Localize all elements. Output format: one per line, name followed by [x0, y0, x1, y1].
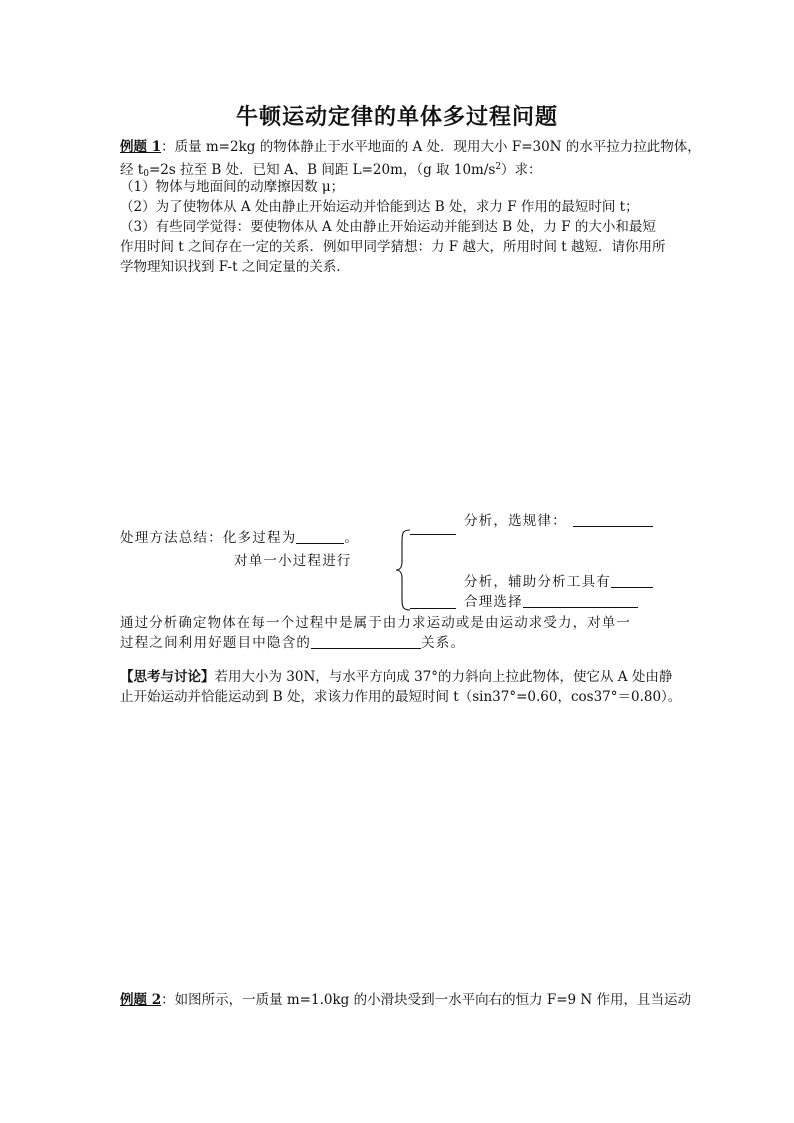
answer-blank[interactable]: [523, 593, 638, 608]
answer-blank[interactable]: [296, 529, 344, 544]
answer-blank[interactable]: [573, 512, 653, 527]
brace-icon: [395, 528, 413, 612]
summary-right-line1: 分析，选规律：: [464, 511, 653, 531]
example1-question3-line1: （3）有些同学觉得：要使物体从 A 处由静止开始运动并能到达 B 处，力 F 的大小和最短: [120, 219, 656, 235]
answer-blank[interactable]: [311, 634, 421, 649]
discussion-line1: 【思考与讨论】若用大小为 30N，与水平方向成 37°的力斜向上拉此物体，使它从 A 处由静: [120, 669, 673, 685]
answer-blank[interactable]: [611, 573, 653, 588]
summary-paragraph-line1: 通过分析确定物体在每一个过程中是属于由力求运动或是由运动求受力，对单一: [120, 615, 631, 631]
summary-right-line2: 分析，辅助分析工具有: [464, 572, 653, 592]
page-title: 牛顿运动定律的单体多过程问题: [235, 104, 558, 130]
answer-blank[interactable]: [410, 534, 456, 535]
example1-question3-line2: 作用时间 t 之间存在一定的关系．例如甲同学猜想：力 F 越大，所用时间 t 越短．请你用所: [120, 239, 666, 255]
discussion-label: 【思考与讨论】: [120, 669, 215, 685]
example1-line1: 例题 1：质量 m=2kg 的物体静止于水平地面的 A 处．现用大小 F=30N 的水平拉力拉此物体，: [120, 139, 701, 155]
example1-question2: （2）为了使物体从 A 处由静止开始运动并恰能到达 B 处，求力 F 作用的最短时间 t；: [120, 199, 639, 215]
summary-right-line3: 合理选择: [464, 592, 638, 612]
example1-question3-line3: 学物理知识找到 F-t 之间定量的关系．: [120, 259, 350, 275]
summary-paragraph-line2: 过程之间利用好题目中隐含的 关系。: [120, 635, 466, 651]
example1-line2: 经 $t_0=2s$ 拉至 B 处．已知 A、B 间距 L=20m，（g 取 $10m/s^2$）求：: [120, 162, 542, 179]
example2-line1: 例题 2：如图所示，一质量 m=1.0kg 的小滑块受到一水平向右的恒力 F=9 N 作用，且当运动: [120, 992, 692, 1008]
discussion-line2: 止开始运动并恰能运动到 B 处，求该力作用的最短时间 t（sin37°=0.60，cos37°＝0.80）。: [120, 689, 682, 705]
example1-question1: （1）物体与地面间的动摩擦因数 μ；: [120, 179, 345, 195]
answer-blank[interactable]: [410, 608, 456, 609]
example2-label: 例题 2: [120, 992, 162, 1008]
summary-left-line1: 处理方法总结：化多过程为 。: [120, 530, 360, 546]
example1-label: 例题 1: [120, 139, 162, 155]
summary-left-line2: 对单一小过程进行: [234, 553, 352, 569]
